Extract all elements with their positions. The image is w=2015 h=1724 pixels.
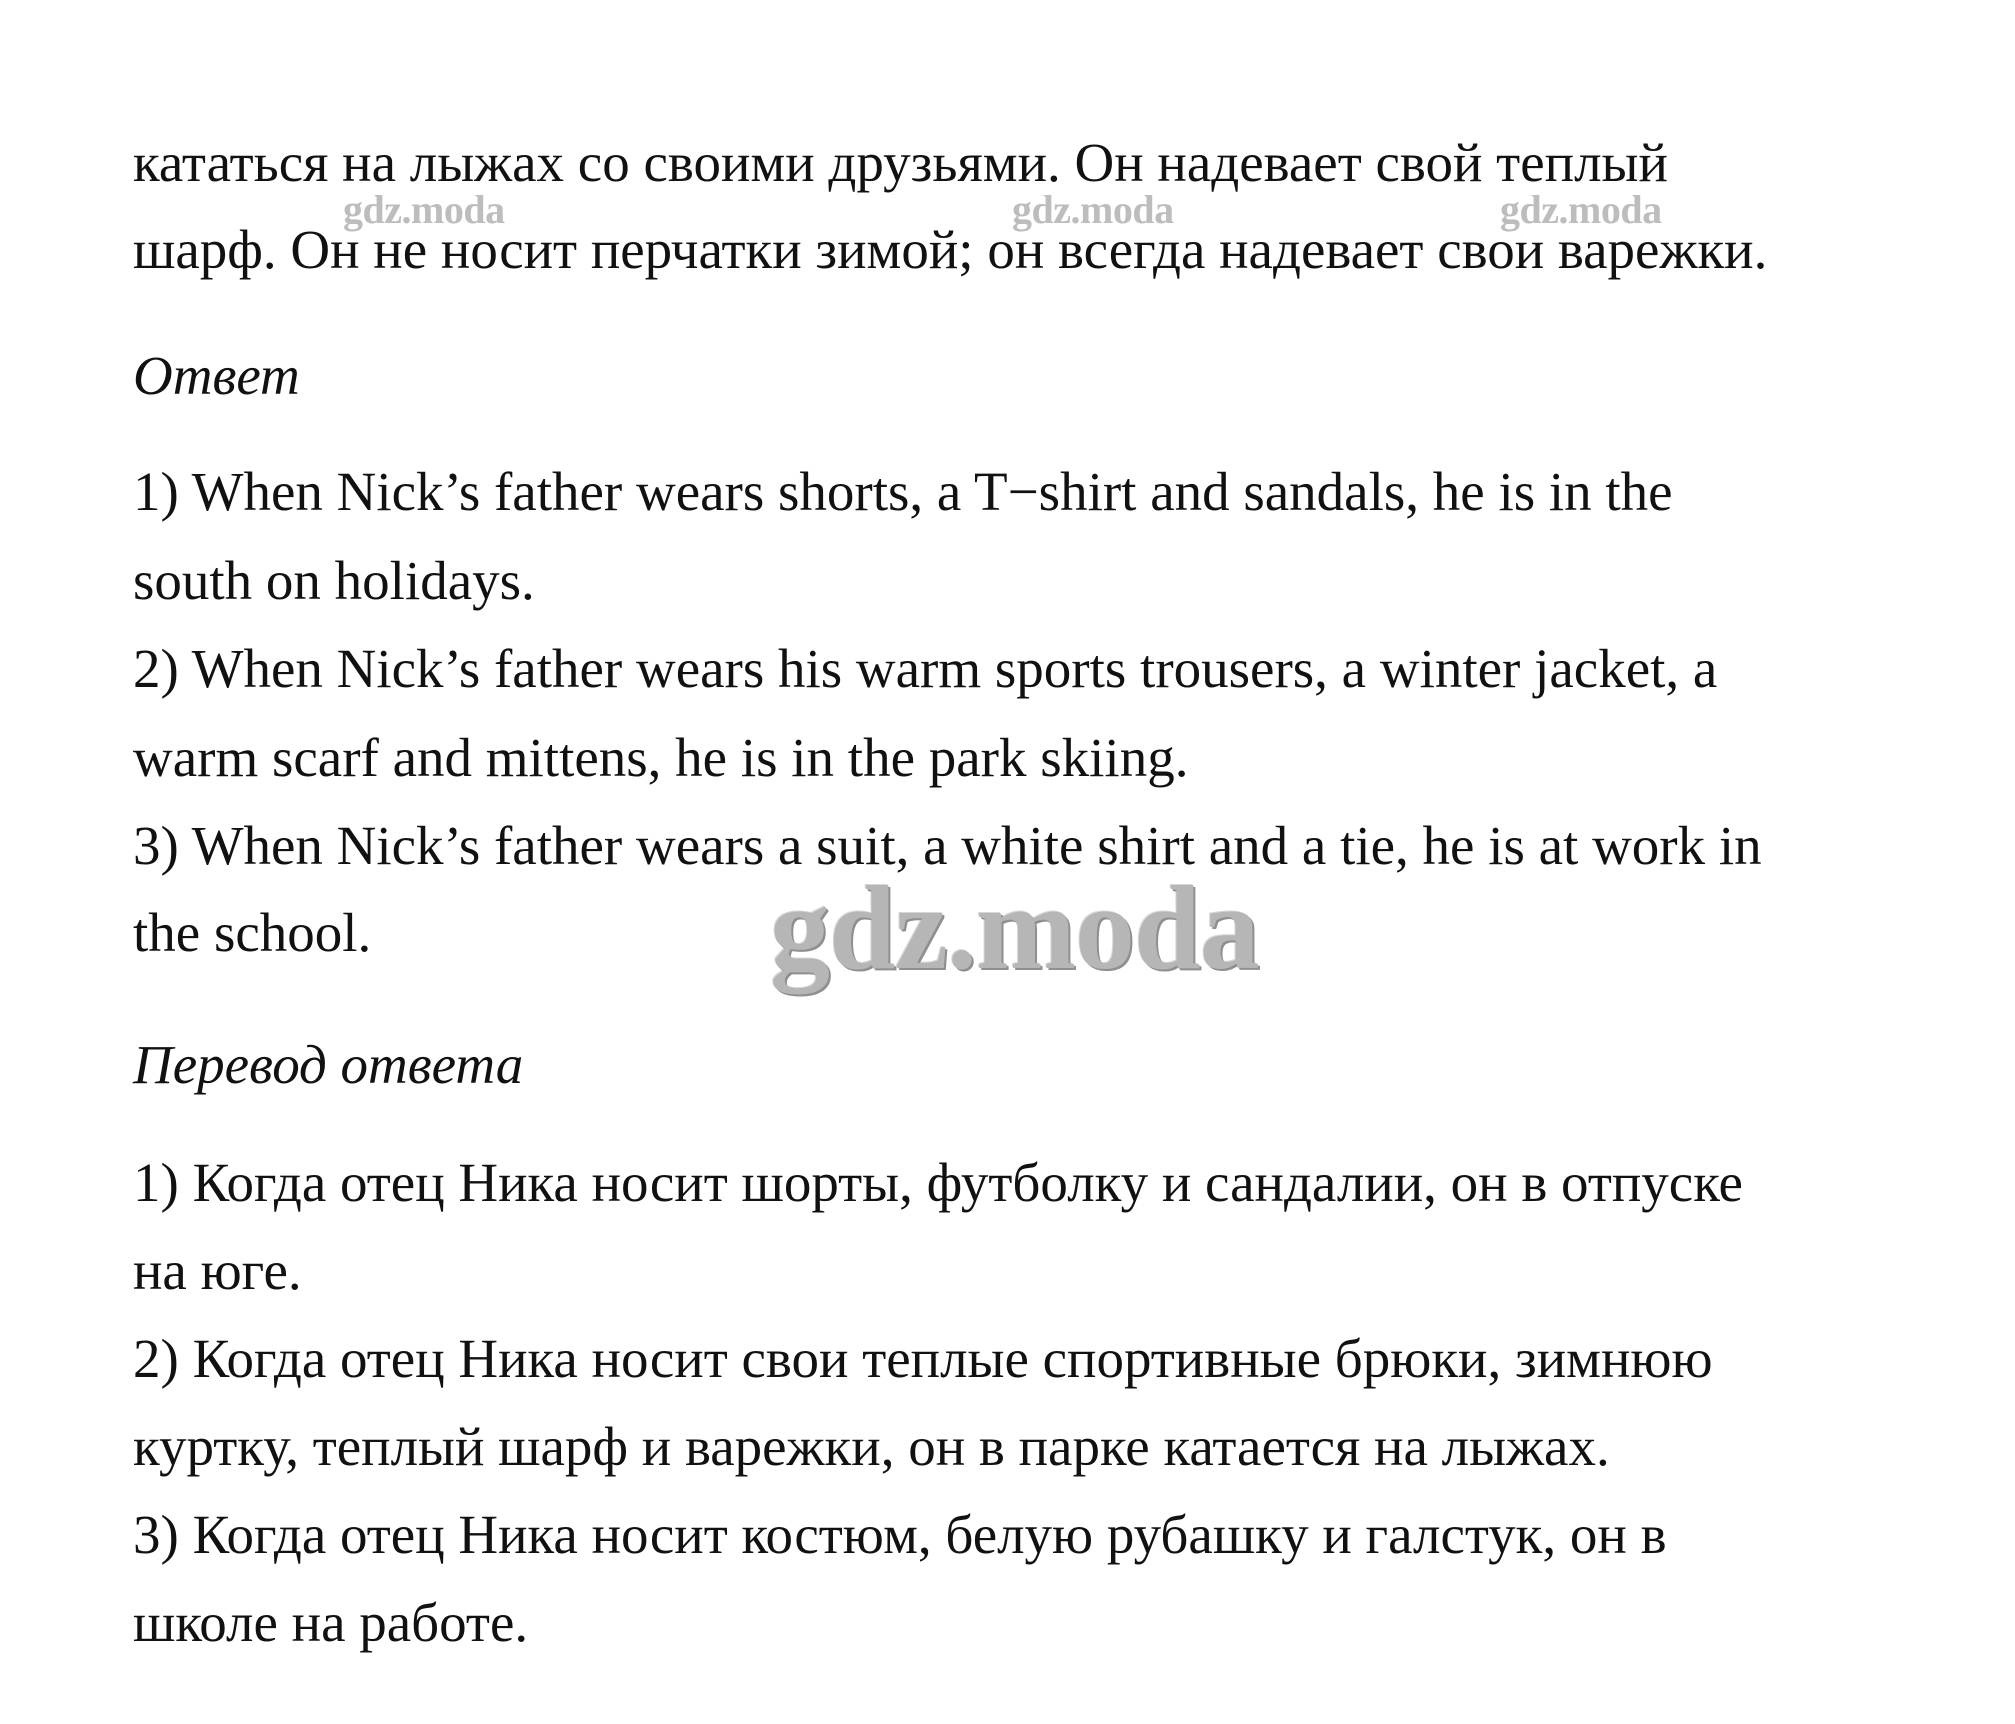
answer-line-2: south on holidays. — [133, 550, 535, 611]
answer-line-4: warm scarf and mittens, he is in the park skiing. — [133, 727, 1189, 788]
translation-line-4: куртку, теплый шарф и варежки, он в парке катается на лыжах. — [133, 1416, 1610, 1477]
intro-line-1: кататься на лыжах со своими друзьями. Он надевает свой теплый — [133, 132, 1668, 193]
watermark-small-1: gdz.moda — [343, 187, 505, 232]
answer-line-3: 2) When Nick’s father wears his warm sports trousers, a winter jacket, a — [133, 638, 1718, 699]
translation-line-3: 2) Когда отец Ника носит свои теплые спортивные брюки, зимнюю — [133, 1328, 1713, 1389]
translation-line-6: школе на работе. — [133, 1592, 529, 1653]
watermark-small-3: gdz.moda — [1500, 187, 1662, 232]
translation-line-5: 3) Когда отец Ника носит костюм, белую рубашку и галстук, он в — [133, 1504, 1667, 1565]
watermark-large: gdz.moda — [770, 861, 1259, 994]
translation-line-1: 1) Когда отец Ника носит шорты, футболку и сандалии, он в отпуске — [133, 1152, 1743, 1213]
intro-line-2: шарф. Он не носит перчатки зимой; он всегда надевает свои варежки. — [133, 219, 1768, 280]
watermark-small-2: gdz.moda — [1012, 187, 1174, 232]
translation-heading: Перевод ответа — [133, 1034, 524, 1095]
answer-line-1: 1) When Nick’s father wears shorts, a T−shirt and sandals, he is in the — [133, 461, 1673, 522]
translation-line-2: на юге. — [133, 1240, 302, 1301]
answer-heading: Ответ — [133, 345, 300, 406]
answer-line-6: the school. — [133, 902, 372, 963]
answer-line-5: 3) When Nick’s father wears a suit, a white shirt and a tie, he is at work in — [133, 815, 1762, 876]
